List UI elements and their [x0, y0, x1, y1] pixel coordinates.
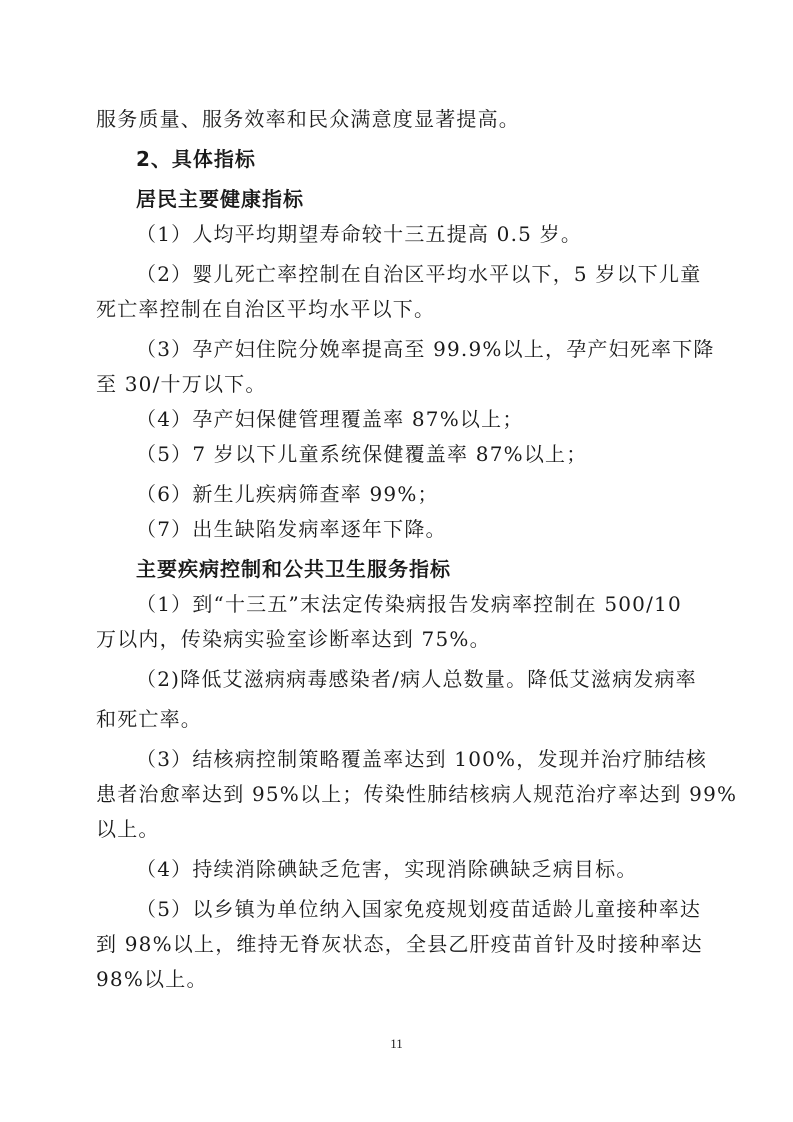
disease-item-2: （2)降低艾滋病病毒感染者/病人总数量。降低艾滋病发病率 — [136, 667, 697, 691]
indicator-item-7: （7）出生缺陷发病率逐年下降。 — [136, 517, 447, 541]
disease-item-5-cont-2: 98%以上。 — [96, 967, 208, 991]
indicator-item-1: （1）人均平均期望寿命较十三五提高 0.5 岁。 — [136, 222, 583, 246]
indicator-item-3: （3）孕产妇住院分娩率提高至 99.9%以上，孕产妇死率下降 — [136, 337, 715, 361]
disease-item-2-cont: 和死亡率。 — [96, 707, 202, 731]
disease-item-5: （5）以乡镇为单位纳入国家免疫规划疫苗适龄儿童接种率达 — [136, 897, 702, 921]
page-number: 11 — [390, 1036, 403, 1051]
disease-item-5-cont: 到 98%以上，维持无脊灰状态，全县乙肝疫苗首针及时接种率达 — [96, 932, 703, 956]
section-heading: 2、具体指标 — [136, 147, 256, 171]
subsection-heading-disease: 主要疾病控制和公共卫生服务指标 — [136, 557, 451, 581]
disease-item-3-cont: 患者治愈率达到 95%以上；传染性肺结核病人规范治疗率达到 99% — [96, 782, 738, 806]
indicator-item-2-cont: 死亡率控制在自治区平均水平以下。 — [96, 297, 436, 321]
disease-item-1: （1）到“十三五”末法定传染病报告发病率控制在 500/10 — [136, 592, 682, 616]
paragraph-continuation: 服务质量、服务效率和民众满意度显著提高。 — [96, 107, 520, 131]
indicator-item-3-cont: 至 30/十万以下。 — [96, 372, 267, 396]
disease-item-3-cont-2: 以上。 — [96, 817, 160, 841]
indicator-item-4: （4）孕产妇保健管理覆盖率 87%以上； — [136, 407, 524, 431]
disease-item-3: （3）结核病控制策略覆盖率达到 100%，发现并治疗肺结核 — [136, 747, 708, 771]
indicator-item-5: （5）7 岁以下儿童系统保健覆盖率 87%以上； — [136, 442, 588, 466]
indicator-item-2: （2）婴儿死亡率控制在自治区平均水平以下，5 岁以下儿童 — [136, 262, 702, 286]
indicator-item-6: （6）新生儿疾病筛查率 99%； — [136, 482, 439, 506]
subsection-heading-health: 居民主要健康指标 — [136, 187, 304, 211]
disease-item-1-cont: 万以内，传染病实验室诊断率达到 75%。 — [96, 627, 491, 651]
disease-item-4: （4）持续消除碘缺乏危害，实现消除碘缺乏病目标。 — [136, 857, 638, 881]
